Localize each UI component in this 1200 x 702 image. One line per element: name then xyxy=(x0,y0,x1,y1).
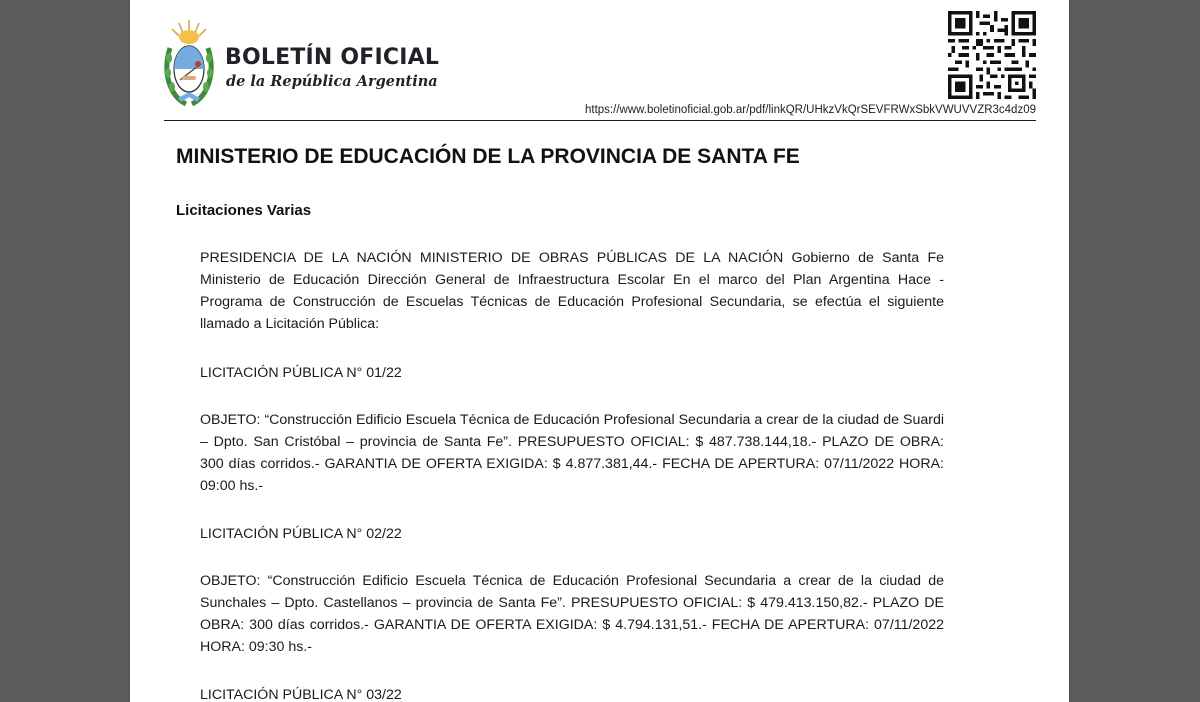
section-title: Licitaciones Varias xyxy=(176,202,312,219)
viewer-background-right xyxy=(1069,0,1200,702)
ministry-title: MINISTERIO DE EDUCACIÓN DE LA PROVINCIA DE SANTA FE xyxy=(176,145,800,168)
tender-object-2: OBJETO: “Construcción Edificio Escuela Técnica de Educación Profesional Secundaria a crear de la ciudad de Sunchales – Dpto. Castellanos – provincia de Santa Fe”. PRESUPUESTO OFICIAL: $ 479.413.150,82.- PLAZO DE OBRA: 300 días corridos.- GARANTIA DE OFERTA EXIGIDA: $ 4.794.131,51.- FECHA DE APERTURA: 07/11/2022 HORA: 09:30 hs.- xyxy=(200,573,944,655)
argentina-coat-of-arms-icon xyxy=(164,18,214,106)
tender-heading-1: LICITACIÓN PÚBLICA N° 01/22 xyxy=(200,365,402,381)
header-divider xyxy=(164,120,1036,121)
qr-code-icon xyxy=(948,11,1036,99)
tender-object-1: OBJETO: “Construcción Edificio Escuela Técnica de Educación Profesional Secundaria a crear de la ciudad de Suardi – Dpto. San Cristóbal – provincia de Santa Fe”. PRESUPUESTO OFICIAL: $ 487.738.144,18.- PLAZO DE OBRA: 300 días corridos.- GARANTIA DE OFERTA EXIGIDA: $ 4.877.381,44.- FECHA DE APERTURA: 07/11/2022 HORA: 09:00 hs.- xyxy=(200,412,944,494)
qr-link-url[interactable]: https://www.boletinoficial.gob.ar/pdf/linkQR/UHkzVkQrSEVFRWxSbkVWUVVZR3c4dz09 xyxy=(585,104,1036,116)
pdf-page[interactable] xyxy=(130,0,1069,702)
viewer-background-left xyxy=(0,0,130,702)
brand-subtitle: de la República Argentina xyxy=(226,73,438,90)
tender-heading-3: LICITACIÓN PÚBLICA N° 03/22 xyxy=(200,687,402,702)
intro-paragraph: PRESIDENCIA DE LA NACIÓN MINISTERIO DE OBRAS PÚBLICAS DE LA NACIÓN Gobierno de Santa Fe Ministerio de Educación Dirección General de Infraestructura Escolar En el marco del Plan Argentina Hace - Programa de Construcción de Escuelas Técnicas de Educación Profesional Secundaria, se efectúa el siguiente llamado a Licitación Pública: xyxy=(200,250,944,332)
tender-heading-2: LICITACIÓN PÚBLICA N° 02/22 xyxy=(200,526,402,542)
brand-title: BOLETÍN OFICIAL xyxy=(225,45,440,70)
